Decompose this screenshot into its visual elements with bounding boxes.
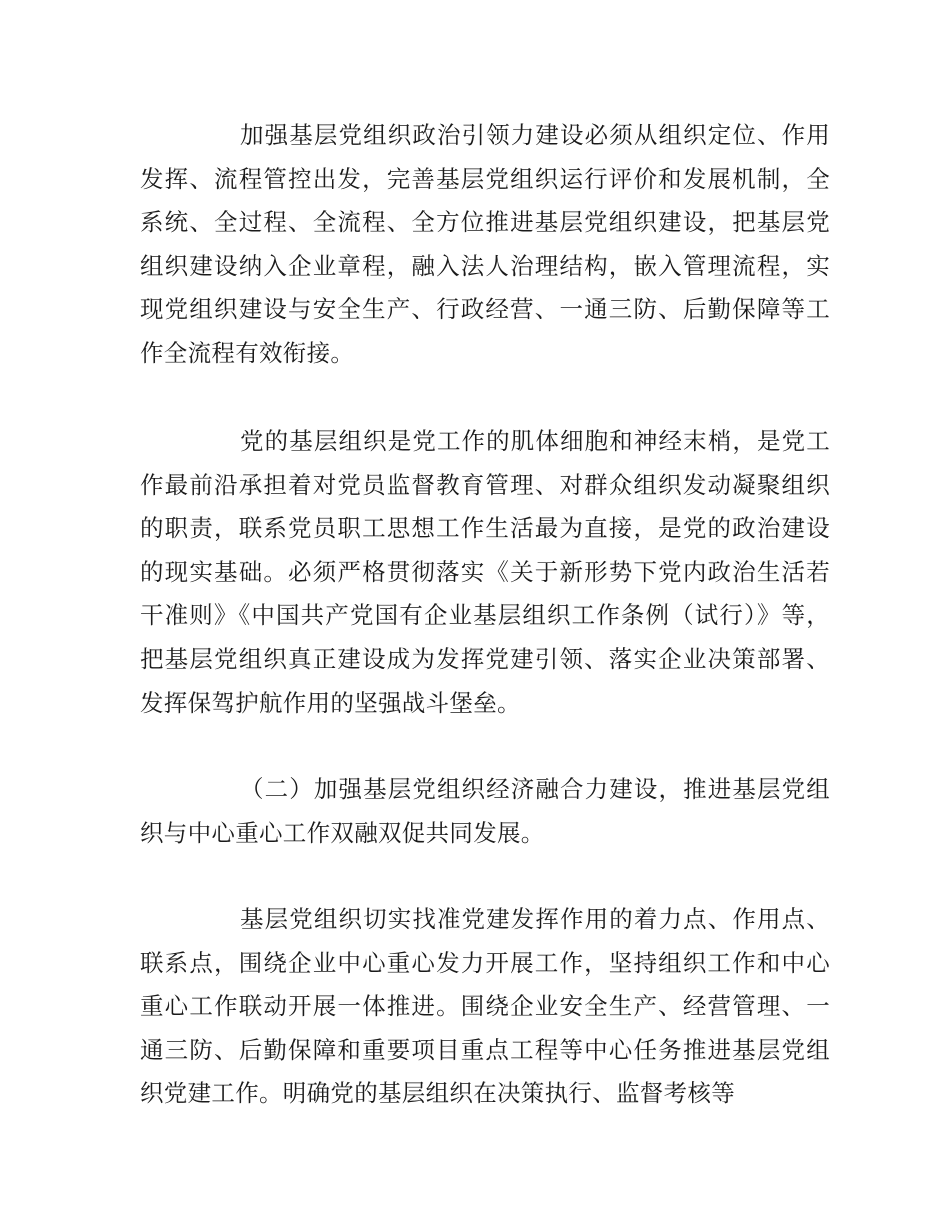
section-heading-economic-integration: （二）加强基层党组织经济融合力建设，推进基层党组织与中心重心工作双融双促共同发展。 bbox=[140, 775, 830, 847]
paragraph-central-work: 基层党组织切实找准党建发挥作用的着力点、作用点、联系点，围绕企业中心重心发力开展工作，坚持组织工作和中心重心工作联动开展一体推进。围绕企业安全生产、经营管理、一通三防、后勤保障和重要项目重点工程等中心任务推进基层党组织党建工作。明确党的基层组织在决策执行、监督考核等 bbox=[140, 905, 830, 1108]
paragraph-grassroots-organization: 党的基层组织是党工作的肌体细胞和神经末梢，是党工作最前沿承担着对党员监督教育管理、对群众组织发动凝聚组织的职责，联系党员职工思想工作生活最为直接，是党的政治建设的现实基础。必须严格贯彻落实《关于新形势下党内政治生活若干准则》《中国共产党国有企业基层组织工作条例（试行）》等，把基层党组织真正建设成为发挥党建引领、落实企业决策部署、发挥保驾护航作用的坚强战斗堡垒。 bbox=[140, 427, 830, 717]
paragraph-political-leadership: 加强基层党组织政治引领力建设必须从组织定位、作用发挥、流程管控出发，完善基层党组织运行评价和发展机制，全系统、全过程、全流程、全方位推进基层党组织建设，把基层党组织建设纳入企业章程，融入法人治理结构，嵌入管理流程，实现党组织建设与安全生产、行政经营、一通三防、后勤保障等工作全流程有效衔接。 bbox=[140, 121, 830, 367]
